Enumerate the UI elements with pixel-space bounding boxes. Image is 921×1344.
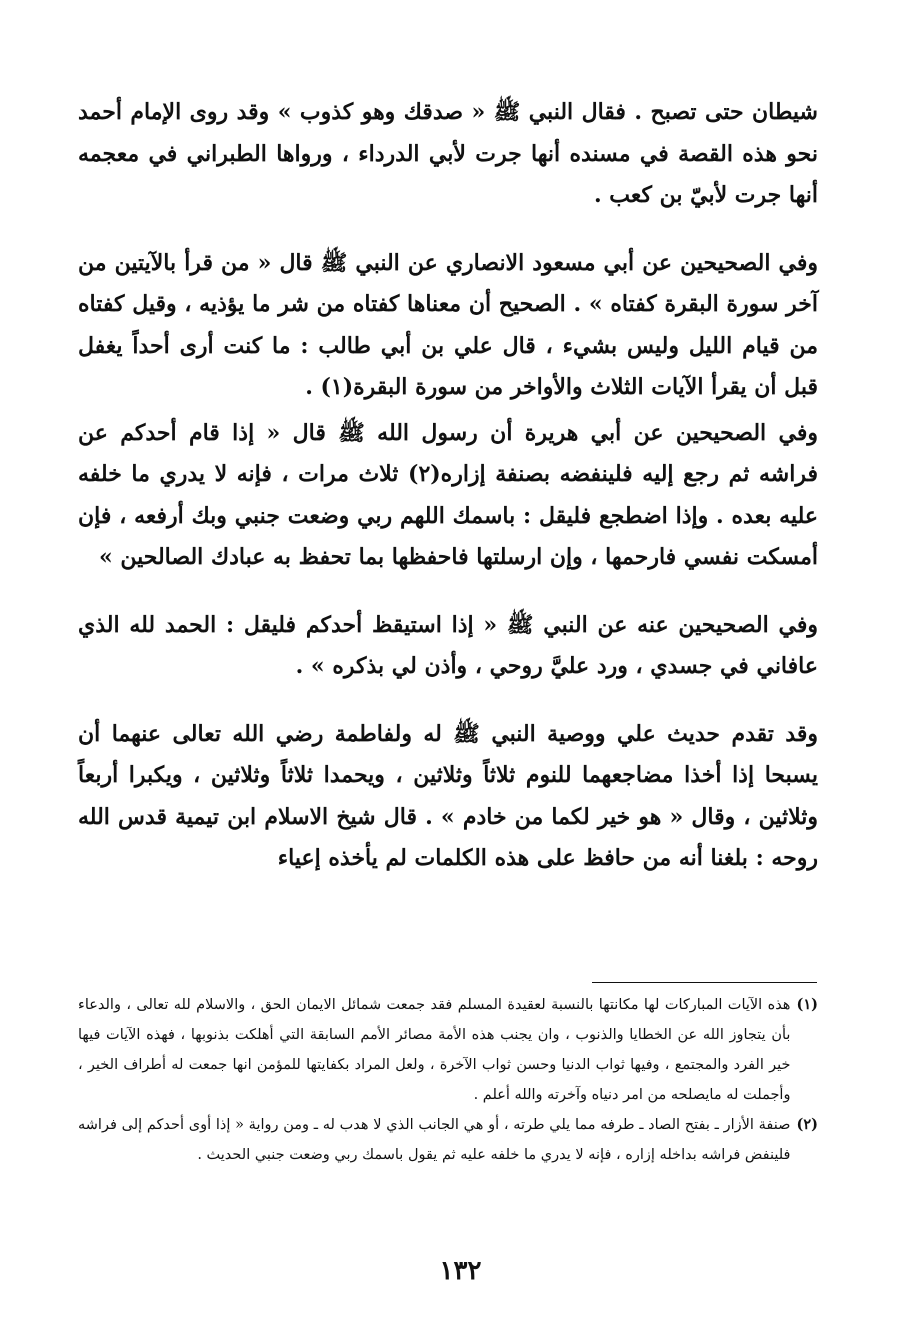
footnote-2-number: (٢) [796,1116,818,1133]
footnotes [78,990,818,1170]
page-number: ١٣٢ [439,1256,482,1286]
paragraph-2: وفي الصحيحين عن أبي مسعود الانصاري عن النبي ﷺ قال « من قرأ بالآيتين من آخر سورة البقرة كفتاه » . الصحيح أن معناها كفتاه من شر ما يؤذيه ، وقيل كفتاه من قيام الليل وليس بشيء ، قال علي بن أبي طالب : ما كنت أرى أحداً يغفل قبل أن يقرأ الآيات الثلاث والأواخر من سورة البقرة(١) . [78,249,818,400]
footnote-2-text: صنفة الأزار ـ بفتح الصاد ـ طرفه مما يلي طرته ، أو هي الجانب الذي لا هدب له ـ ومن رواية « إذا أوى أحدكم إلى فراشه فلينفض فراشه بداخله إزاره ، فإنه لا يدري ما خلفه عليه ثم يقول باسمك ربي وضعت جنبي الحديث . [78,1117,791,1163]
paragraph-1: شيطان حتى تصبح . فقال النبي ﷺ « صدقك وهو كذوب » وقد روى الإمام أحمد نحو هذه القصة في مسنده أنها جرت لأبي الدرداء ، ورواها الطبراني في معجمه أنها جرت لأبيّ بن كعب . [78,99,818,208]
footnote-separator [592,982,817,983]
footnote-2 [78,1110,818,1170]
footnote-1-number: (١) [796,996,818,1013]
paragraph-5: وقد تقدم حديث علي ووصية النبي ﷺ له ولفاطمة رضي الله تعالى عنهما أن يسبحا إذا أخذا مضاجعهما للنوم ثلاثاً وثلاثين ، ويحمدا ثلاثاً وثلاثين ، ويكبرا أربعاً وثلاثين ، وقال « هو خير لكما من خادم » . قال شيخ الاسلام ابن تيمية قدس الله روحه : بلغنا أنه من حافظ على هذه الكلمات لم يأخذه إعياء [78,720,818,871]
footnote-1 [78,990,818,1110]
paragraph-4: وفي الصحيحين عنه عن النبي ﷺ « إذا استيقظ أحدكم فليقل : الحمد لله الذي عافاني في جسدي ، ورد عليَّ روحي ، وأذن لي بذكره » . [78,611,818,679]
main-text [78,92,818,880]
paragraph-3: وفي الصحيحين عن أبي هريرة أن رسول الله ﷺ قال « إذا قام أحدكم عن فراشه ثم رجع إليه فلينفضه بصنفة إزاره(٢) ثلاث مرات ، فإنه لا يدري ما خلفه عليه بعده . وإذا اضطجع فليقل : باسمك اللهم ربي وضعت جنبي وبك أرفعه ، فإن أمسكت نفسي فارحمها ، وإن ارسلتها فاحفظها بما تحفظ به عبادك الصالحين » [78,419,818,570]
footnote-1-text: هذه الآيات المباركات لها مكانتها بالنسبة لعقيدة المسلم فقد جمعت شمائل الايمان الحق ، والاسلام لله تعالى ، والدعاء بأن يتجاوز الله عن الخطايا والذنوب ، وان يجنب هذه الأمة مصائر الأمم السابقة التي أهلكت بذنوبها ، فهذه الآيات فيها خير الفرد والمجتمع ، وفيها ثواب الدنيا وحسن ثواب الآخرة ، ولعل المراد بكفايتها للمؤمن انها جمعت له أطراف الخير ، وأجملت له مايصلحه من امر دنياه وآخرته والله أعلم . [78,997,791,1103]
